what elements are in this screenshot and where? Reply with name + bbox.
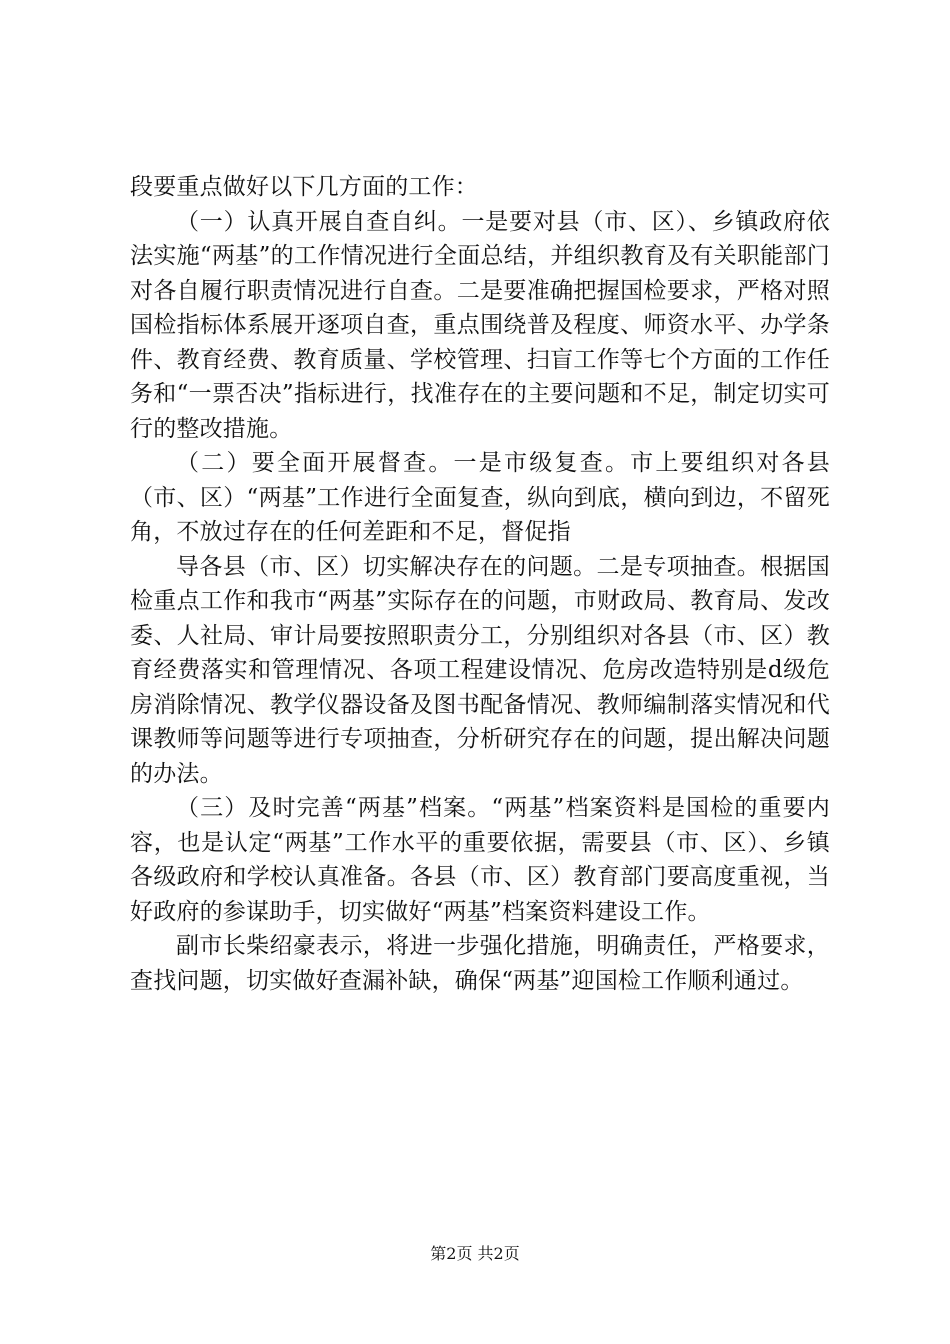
paragraph-self-inspection: （一）认真开展自查自纠。一是要对县（市、区）、乡镇政府依法实施“两基”的工作情况进行全面总结，并组织教育及有关职能部门对各自履行职责情况进行自查。二是要准确把握国检要求，严格对照国检指标体系展开逐项自查，重点围绕普及程度、师资水平、办学条件、教育经费、教育质量、学校管理、扫盲工作等七个方面的工作任务和“一票否决”指标进行，找准存在的主要问题和不足，制定切实可行的整改措施。 — [130, 208, 830, 442]
paragraph-continuation: 段要重点做好以下几方面的工作： — [130, 174, 478, 200]
paragraph-archives: （三）及时完善“两基”档案。“两基”档案资料是国检的重要内容，也是认定“两基”工作水平的重要依据，需要县（市、区）、乡镇各级政府和学校认真准备。各县（市、区）教育部门要高度重视，当好政府的参谋助手，切实做好“两基”档案资料建设工作。 — [130, 795, 830, 925]
paragraph-special-inspection: 导各县（市、区）切实解决存在的问题。二是专项抽查。根据国检重点工作和我市“两基”实际存在的问题，市财政局、教育局、发改委、人社局、审计局要按照职责分工，分别组织对各县（市、区）教育经费落实和管理情况、各项工程建设情况、危房改造特别是d级危房消除情况、教学仪器设备及图书配备情况、教师编制落实情况和代课教师等问题等进行专项抽查，分析研究存在的问题，提出解决问题的办法。 — [130, 553, 830, 787]
page-footer — [0, 1244, 950, 1264]
paragraph-closing-statement: 副市长柴绍豪表示，将进一步强化措施，明确责任，严格要求，查找问题，切实做好查漏补缺，确保“两基”迎国检工作顺利通过。 — [130, 933, 830, 994]
paragraph-supervision: （二）要全面开展督查。一是市级复查。市上要组织对各县（市、区）“两基”工作进行全面复查，纵向到底，横向到边，不留死角，不放过存在的任何差距和不足，督促指 — [130, 450, 830, 545]
page-number-label: 第2页 共2页 — [430, 1244, 520, 1263]
document-body — [130, 170, 830, 998]
